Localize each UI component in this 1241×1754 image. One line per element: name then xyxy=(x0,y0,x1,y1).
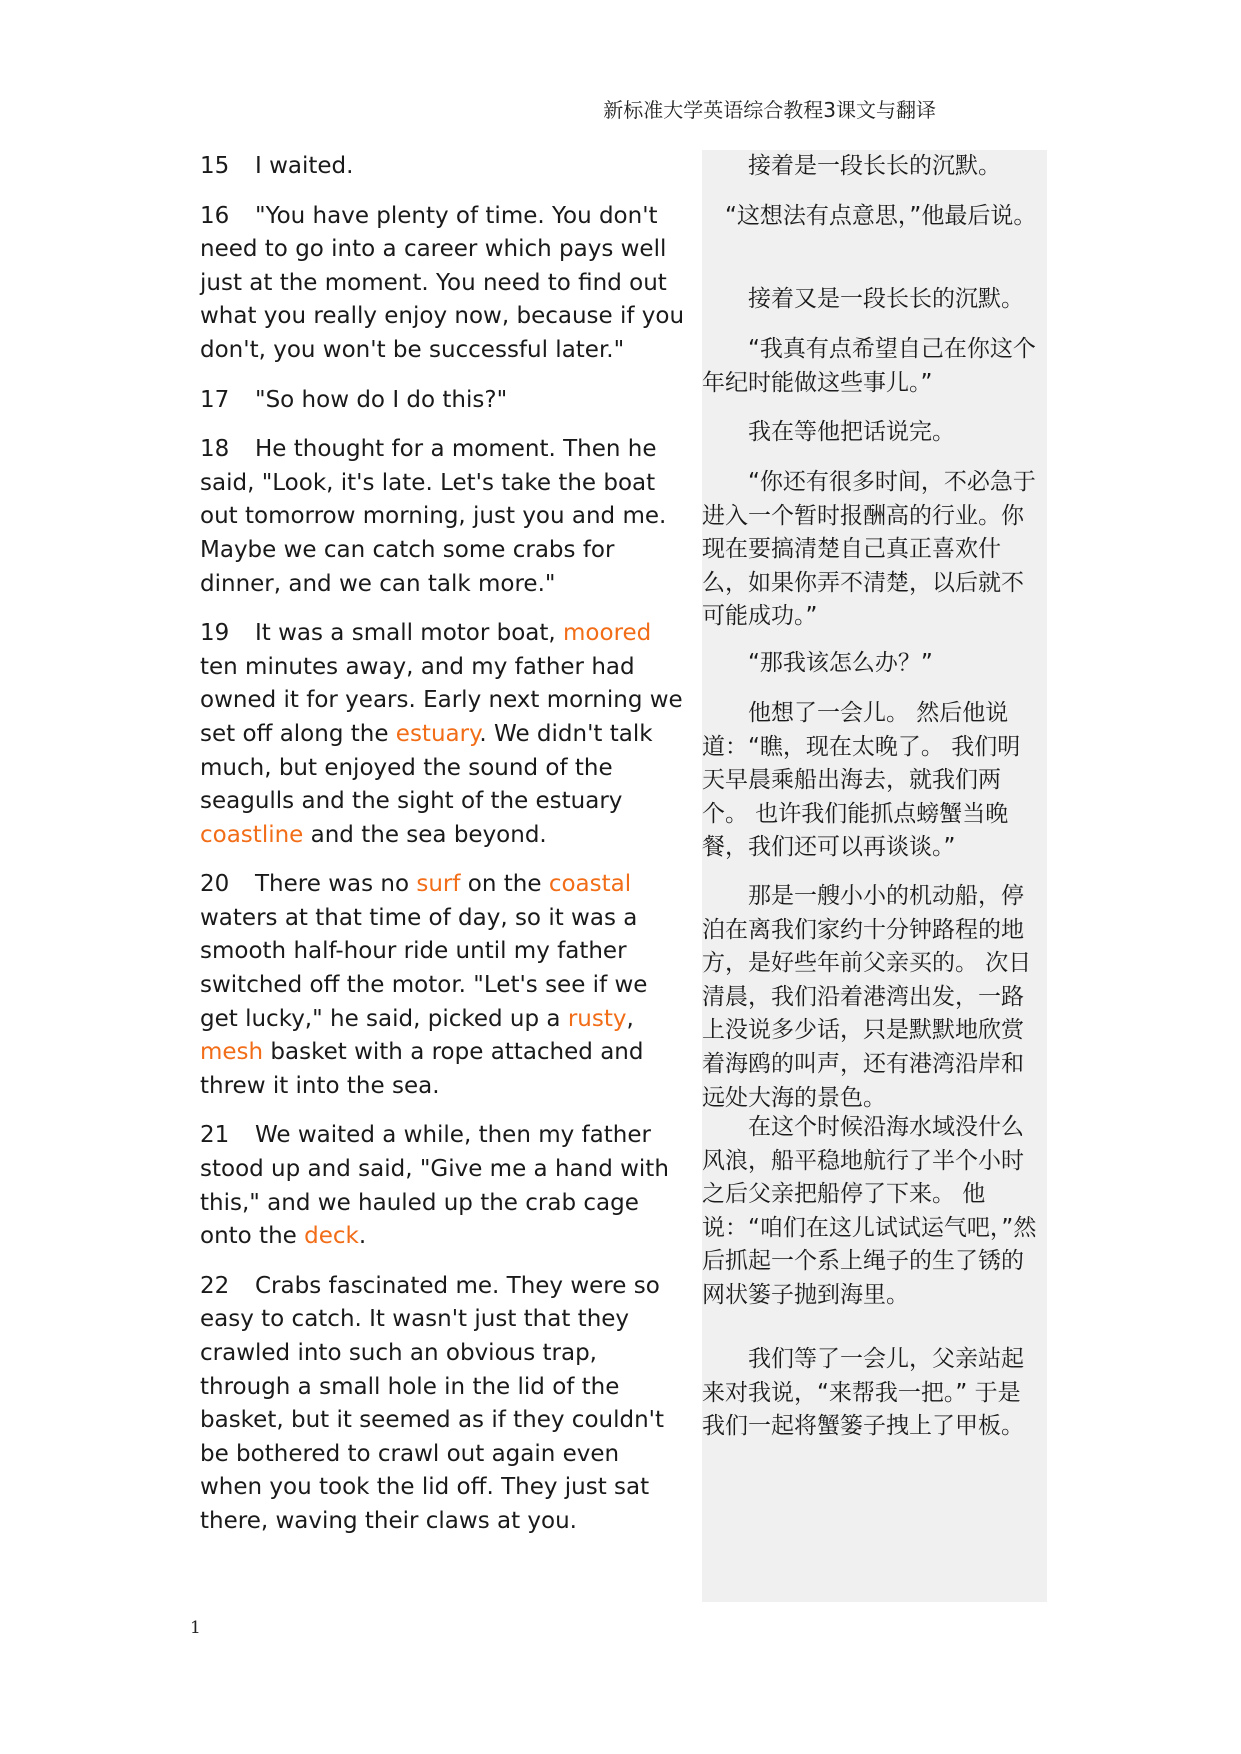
paragraph-18 xyxy=(200,433,685,601)
paragraph-21 xyxy=(200,1119,685,1253)
paragraph-number: 18 xyxy=(200,436,230,463)
paragraph-number: 21 xyxy=(200,1122,230,1149)
paragraph-text: , xyxy=(626,1005,634,1032)
page-header: 新标准大学英语综合教程3课文与翻译 xyxy=(603,98,936,122)
paragraph-19 xyxy=(200,617,685,852)
paragraph-text: I waited. xyxy=(255,153,354,179)
paragraph-15 xyxy=(200,150,685,184)
translation-paragraph: 那是一艘小小的机动船，停泊在离我们家约十分钟路程的地方，是好些年前父亲买的。 次日清晨，我们沿着港湾出发，一路上没说多少话，只是默默地欣赏着海鸥的叫声，还有港湾沿岸和远处大海的景色。 xyxy=(702,883,1032,1111)
paragraph-number: 16 xyxy=(200,202,230,229)
paragraph-number: 20 xyxy=(200,871,230,898)
vocab-word: rusty xyxy=(567,1005,627,1032)
paragraph-number: 15 xyxy=(200,153,230,179)
translation-paragraph: 接着是一段长长的沉默。 xyxy=(702,153,1001,179)
translation-paragraph: 接着又是一段长长的沉默。 xyxy=(702,286,1024,312)
paragraph-22 xyxy=(200,1270,685,1539)
translation-paragraph: 在这个时候沿海水域没什么风浪，船平稳地航行了半个小时之后父亲把船停了下来。 他说：“咱们在这儿试试运气吧，”然后抓起一个系上绳子的生了锈的网状篓子抛到海里。 xyxy=(702,1114,1037,1308)
vocab-word: surf xyxy=(416,871,461,898)
translation-paragraph: 我在等他把话说完。 xyxy=(702,419,955,445)
paragraph-number: 22 xyxy=(200,1272,230,1299)
translation-paragraph: “我真有点希望自己在你这个年纪时能做这些事儿。” xyxy=(702,336,1036,396)
paragraph-text: waters at that time of day, so it was a smooth half-hour ride until my father switched off the motor. "Let's see if we get lucky," he said, picked up a xyxy=(200,904,648,1032)
paragraph-text: It was a small motor boat, xyxy=(255,620,564,647)
vocab-word: moored xyxy=(563,620,652,647)
paragraph-text: Crabs fascinated me. They were so easy to catch. It wasn't just that they crawled into such an obvious trap, through a small hole in the lid of the basket, but it seemed as if they couldn't be bothered to crawl out again even when you took the lid off. They just sat there, waving their claws at you. xyxy=(200,1272,664,1534)
paragraph-text: He thought for a moment. Then he said, "Look, it's late. Let's take the boat out tomorrow morning, just you and me. Maybe we can catch some crabs for dinner, and we can talk more." xyxy=(200,436,667,597)
paragraph-17 xyxy=(200,384,685,418)
paragraph-16 xyxy=(200,200,685,368)
paragraph-number: 17 xyxy=(200,386,230,413)
paragraph-text: . xyxy=(358,1223,367,1250)
translation-paragraph: 我们等了一会儿，父亲站起来对我说，“来帮我一把。” 于是我们一起将蟹篓子拽上了甲板。 xyxy=(702,1346,1024,1440)
paragraph-text: on the xyxy=(460,871,549,898)
paragraph-text: basket with a rope attached and threw it into the sea. xyxy=(200,1039,644,1099)
paragraph-text: . We didn't talk much, but enjoyed the sound of the seagulls and the sight of the estuary xyxy=(200,720,653,815)
english-text-column xyxy=(200,150,685,1555)
paragraph-text: ten minutes away, and my father had owned it for years. Early next morning we set off along the xyxy=(200,653,683,747)
vocab-word: deck xyxy=(304,1223,359,1250)
vocab-word: estuary xyxy=(395,720,480,747)
paragraph-20 xyxy=(200,868,685,1103)
paragraph-text: and the sea beyond. xyxy=(303,821,547,848)
vocab-word: coastal xyxy=(548,871,632,898)
paragraph-text: "You have plenty of time. You don't need to go into a career which pays well just at the moment. You need to find out what you really enjoy now, because if you don't, you won't be successful later." xyxy=(200,202,685,363)
chinese-translation-column xyxy=(702,150,1047,1602)
paragraph-text: We waited a while, then my father stood up and said, "Give me a hand with this," and we hauled up the crab cage onto the xyxy=(200,1122,669,1250)
paragraph-text: "So how do I do this?" xyxy=(255,386,508,413)
page-number: 1 xyxy=(190,1618,201,1638)
translation-paragraph: 他想了一会儿。 然后他说道：“瞧，现在太晚了。 我们明天早晨乘船出海去，就我们两个。 也许我们能抓点螃蟹当晚餐，我们还可以再谈谈。” xyxy=(702,700,1021,861)
translation-paragraph: “这想法有点意思，”他最后说。 xyxy=(702,203,1037,229)
translation-paragraph: “你还有很多时间，不必急于进入一个暂时报酬高的行业。你现在要搞清楚自己真正喜欢什么，如果你弄不清楚，以后就不可能成功。” xyxy=(702,469,1036,630)
vocab-word: coastline xyxy=(200,821,304,848)
vocab-word: mesh xyxy=(200,1039,264,1066)
paragraph-text: There was no xyxy=(255,871,417,898)
paragraph-number: 19 xyxy=(200,620,230,647)
translation-paragraph: “那我该怎么办？” xyxy=(702,650,933,676)
